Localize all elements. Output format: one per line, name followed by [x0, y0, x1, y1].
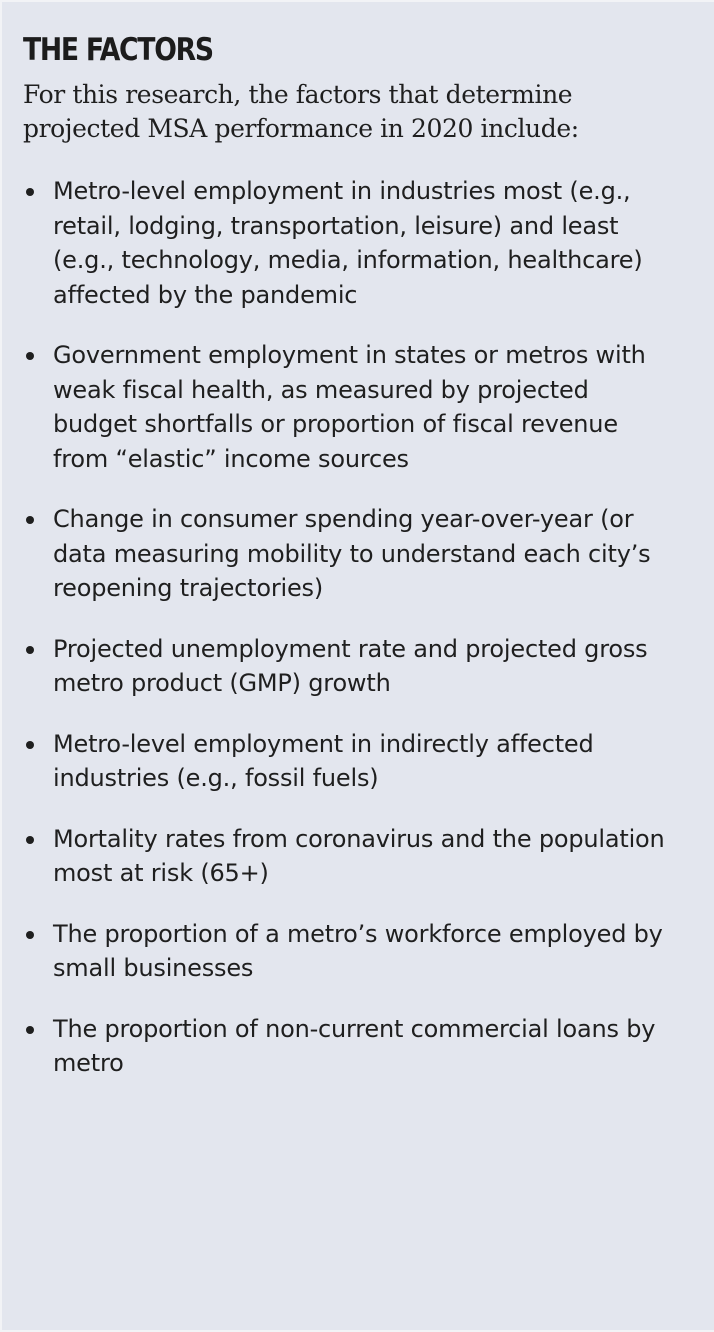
bullet-icon: [26, 741, 34, 749]
factor-text: Mortality rates from coronavirus and the population most at risk (65+): [53, 824, 665, 887]
bullet-icon: [26, 352, 34, 360]
factor-text: Government employment in states or metros with weak fiscal health, as measured by projected budget shortfalls or proportion of fiscal revenue from “elastic” income sources: [53, 341, 646, 473]
list-item: [2, 502, 714, 606]
factor-list: [2, 174, 714, 1107]
section-heading: THE FACTORS: [23, 32, 213, 68]
bullet-icon: [26, 516, 34, 524]
list-item: [2, 174, 714, 312]
list-item: [2, 917, 714, 986]
list-item: [2, 338, 714, 476]
list-item: [2, 822, 714, 891]
intro-paragraph: For this research, the factors that determine projected MSA performance in 2020 include:: [23, 80, 579, 143]
factor-text: Metro-level employment in industries most (e.g., retail, lodging, transportation, leisure) and least (e.g., technology, media, information, healthcare) affected by the pandemic: [53, 177, 643, 309]
factor-text: The proportion of non-current commercial loans by metro: [53, 1014, 656, 1077]
bullet-icon: [26, 1026, 34, 1034]
factor-text: Change in consumer spending year-over-year (or data measuring mobility to understand each city’s reopening trajectories): [53, 505, 651, 602]
list-item: [2, 727, 714, 796]
bullet-icon: [26, 188, 34, 196]
bullet-icon: [26, 836, 34, 844]
factor-text: The proportion of a metro’s workforce employed by small businesses: [53, 919, 663, 982]
list-item: [2, 1012, 714, 1081]
bullet-icon: [26, 931, 34, 939]
factor-text: Projected unemployment rate and projected gross metro product (GMP) growth: [53, 634, 648, 697]
bullet-icon: [26, 646, 34, 654]
factor-text: Metro-level employment in indirectly affected industries (e.g., fossil fuels): [53, 729, 594, 792]
list-item: [2, 632, 714, 701]
